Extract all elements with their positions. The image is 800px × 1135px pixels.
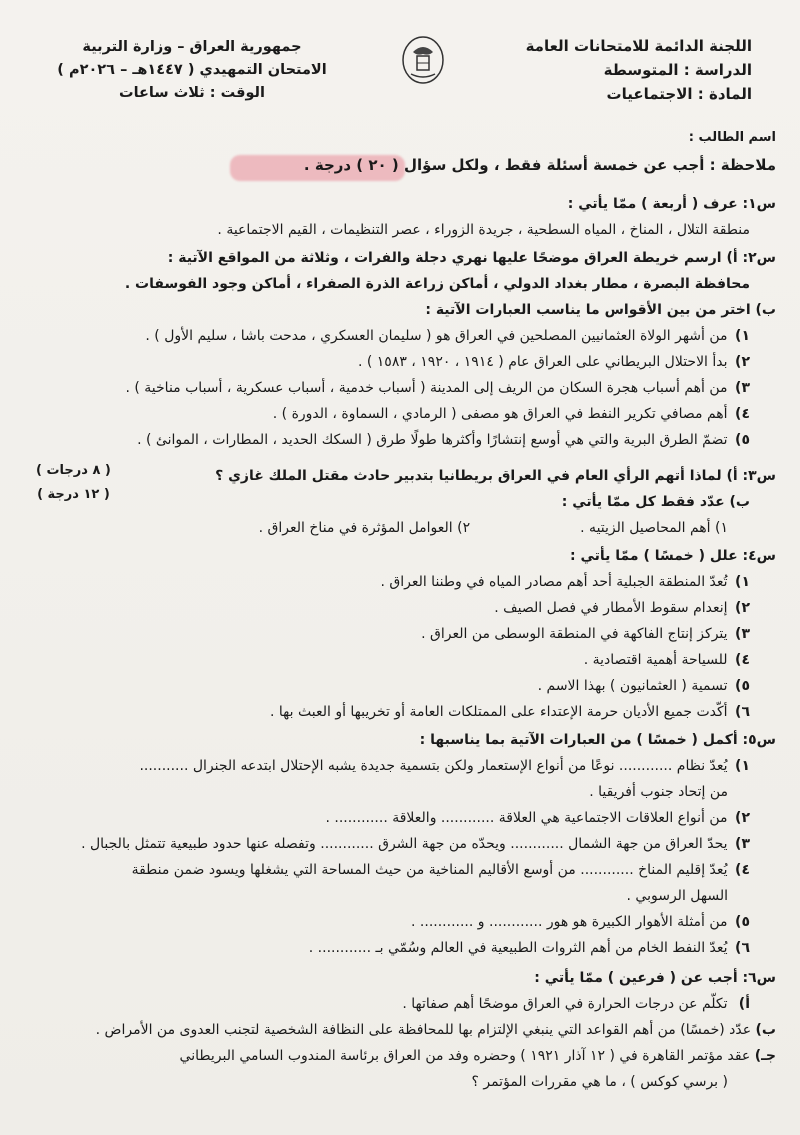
header-left-block <box>42 36 342 105</box>
list-item: ٥) من أمثلة الأهوار الكبيرة هو هور ............ و ............ . <box>411 914 750 930</box>
list-item-continuation: ( برسي كوكس ) ، ما هي مقررات المؤتمر ؟ <box>471 1074 728 1090</box>
subject-name: المادة : الاجتماعيات <box>606 85 752 103</box>
question-3 <box>14 463 776 541</box>
study-level: الدراسة : المتوسطة <box>603 61 752 79</box>
list-item: ١) من أشهر الولاة العثمانيين المصلحين في العراق هو ( سليمان العسكري ، مدحت باشا ، سليم الأول ) . <box>145 328 750 344</box>
question-4-head: س٤: علل ( خمسًا ) ممّا يأتي : <box>570 548 776 564</box>
question-5 <box>14 727 776 961</box>
question-2-items <box>14 323 776 453</box>
question-6 <box>14 965 776 1095</box>
question-2 <box>14 245 776 453</box>
committee-name: اللجنة الدائمة للامتحانات العامة <box>525 37 752 55</box>
exam-header <box>24 34 776 120</box>
question-4 <box>14 543 776 725</box>
question-3-option-1: ١) أهم المحاصيل الزيتيه . <box>580 520 728 536</box>
list-item: ٤) للسياحة أهمية اقتصادية . <box>583 652 750 668</box>
list-item: جـ) عقد مؤتمر القاهرة في ( ١٢ آذار ١٩٢١ ) وحضره وفد من العراق برئاسة المندوب السامي البريطاني <box>179 1048 776 1064</box>
list-item: ٦) يُعدّ النفط الخام من أهم الثروات الطبيعية في العالم وسُمّي بـ ............ . <box>308 940 750 956</box>
exam-type: الامتحان التمهيدي ( ١٤٤٧هـ – ٢٠٢٦م ) <box>57 62 327 78</box>
question-3-b-head: ب) عدّد فقط كل ممّا يأتي : <box>561 494 750 510</box>
question-1-terms: منطقة التلال ، المناخ ، المياه السطحية ، جريدة الزوراء ، عصر التنظيمات ، القيم الاجتماعية . <box>217 222 750 238</box>
student-name-label: اسم الطالب : <box>688 130 776 145</box>
question-6-head: س٦: أجب عن ( فرعين ) ممّا يأتي : <box>534 970 776 986</box>
question-1-head: س١: عرف ( أربعة ) ممّا يأتي : <box>567 196 776 212</box>
list-item: ١) يُعدّ نظام ............ نوعًا من أنواع الإستعمار ولكن بتسمية جديدة يشبه الإحتلال ابتدعه الجنرال ........... <box>139 758 750 774</box>
eagle-emblem-icon <box>399 34 447 86</box>
list-item-continuation: السهل الرسوبي . <box>626 888 728 904</box>
ministry-name: جمهورية العراق – وزارة التربية <box>82 39 302 55</box>
exam-duration: الوقت : ثلاث ساعات <box>119 85 265 101</box>
mark-part-b: ( ١٢ درجة ) <box>37 487 110 502</box>
list-item: ٢) بدأ الاحتلال البريطاني على العراق عام ( ١٩١٤ ، ١٩٢٠ ، ١٥٨٣ ) . <box>357 354 750 370</box>
question-2-head: س٢: أ) ارسم خريطة العراق موضحًا عليها نهري دجلة والفرات ، وثلاثة من المواقع الآتية : <box>167 250 776 266</box>
question-2-b-head: ب) اختر من بين الأقواس ما يناسب العبارات الآتية : <box>425 302 776 318</box>
list-item: ٥) تضمّ الطرق البرية والتي هي أوسع إنتشارًا وأكثرها طولًا طرق ( السكك الحديد ، المطارات ، الموانئ ) . <box>137 432 750 448</box>
question-2-sites: محافظة البصرة ، مطار بغداد الدولي ، أماكن زراعة الذرة الصفراء ، أماكن وجود الفوسفات . <box>124 276 750 292</box>
question-5-head: س٥: أكمل ( خمسًا ) من العبارات الآتية بما يناسبها : <box>419 732 776 748</box>
list-item-continuation: من إتحاد جنوب أفريقيا . <box>589 784 728 800</box>
list-item: ٢) من أنواع العلاقات الاجتماعية هي العلاقة ............ والعلاقة ............ . <box>325 810 750 826</box>
list-item: ٢) إنعدام سقوط الأمطار في فصل الصيف . <box>494 600 750 616</box>
question-3-head: س٣: أ) لماذا أتهم الرأي العام في العراق بريطانيا بتدبير حادث مقتل الملك غازي ؟ <box>215 468 776 484</box>
list-item: ٣) من أهم أسباب هجرة السكان من الريف إلى المدينة ( أسباب خدمية ، أسباب عسكرية ، أسباب مناخية ) . <box>125 380 750 396</box>
list-item: ب) عدّد (خمسًا) من أهم القواعد التي ينبغي الإلتزام بها للمحافظة على النظافة الشخصية لتجنب العدوى من الأمراض . <box>95 1022 776 1038</box>
question-1 <box>14 191 776 243</box>
list-item: ١) تُعدّ المنطقة الجبلية أحد أهم مصادر المياه في وطننا العراق . <box>380 574 750 590</box>
list-item: ٦) أكّدت جميع الأديان حرمة الإعتداء على الممتلكات العامة أو تخريبها أو العبث بها . <box>270 704 750 720</box>
list-item: ٤) أهم مصافي تكرير النفط في العراق هو مصفى ( الرمادي ، السماوة ، الدورة ) . <box>272 406 750 422</box>
header-right-block <box>492 34 752 106</box>
list-item: ٣) يتركز إنتاج الفاكهة في المنطقة الوسطى من العراق . <box>421 626 750 642</box>
list-item: ٤) يُعدّ إقليم المناخ ............ من أوسع الأقاليم المناخية من حيث المساحة التي يشغلها ويسود ضمن منطقة <box>131 862 750 878</box>
question-3-options <box>14 515 776 541</box>
list-item: ٥) تسمية ( العثمانيون ) بهذا الاسم . <box>537 678 750 694</box>
list-item: ٣) يحدّ العراق من جهة الشمال ............ ويحدّه من جهة الشرق ............ وتفصله عنها حدود طبيعية تتمثل بالجبال . <box>81 836 750 852</box>
mark-part-a: ( ٨ درجات ) <box>36 463 111 478</box>
list-item: أ) تكلّم عن درجات الحرارة في العراق موضحًا أهم صفاتها . <box>402 996 750 1012</box>
exam-note: ملاحظة : أجب عن خمسة أسئلة فقط ، ولكل سؤال ( ٢٠ ) درجة . <box>303 156 776 174</box>
question-3-option-2: ٢) العوامل المؤثرة في مناخ العراق . <box>258 520 471 536</box>
